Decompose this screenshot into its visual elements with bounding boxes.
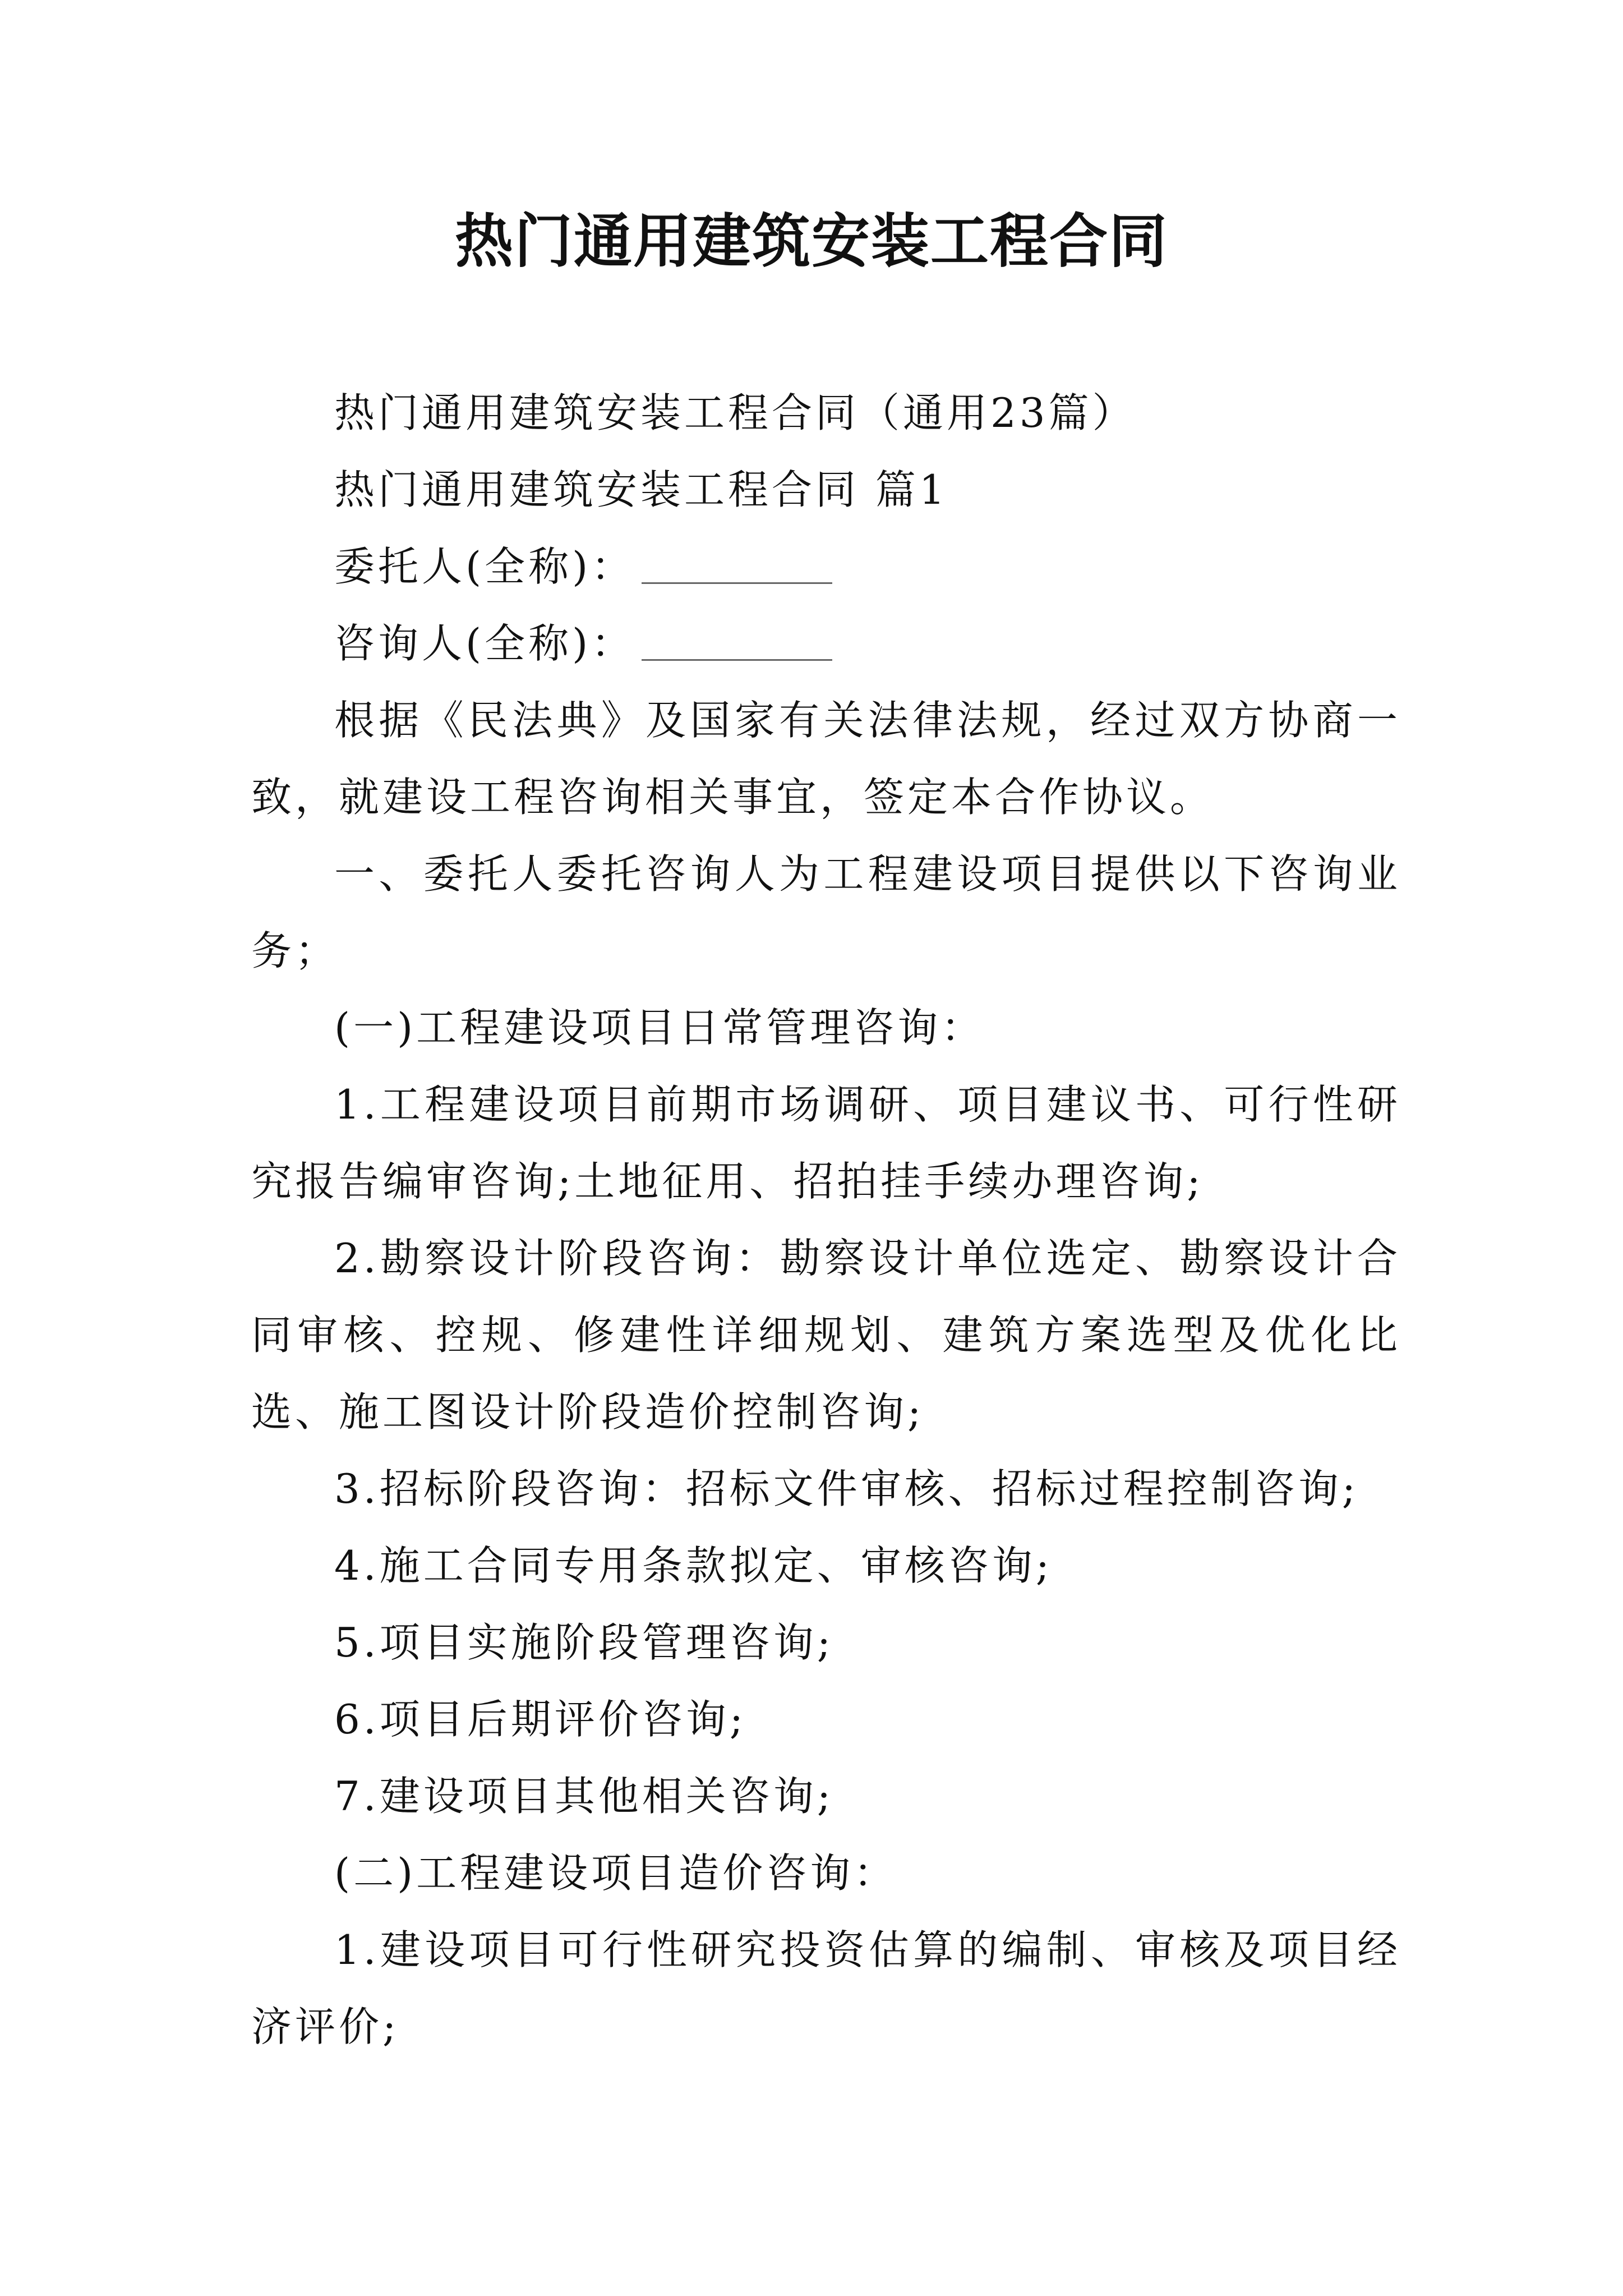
client-label: 委托人(全称)： — [334, 543, 635, 590]
consultant-blank-line — [642, 620, 832, 661]
paragraph-item-2: 2.勘察设计阶段咨询：勘察设计单位选定、勘察设计合同审核、控规、修建性详细规划、建筑方案选型及优化比选、施工图设计阶段造价控制咨询; — [251, 1235, 1401, 1435]
paragraph-item-6: 6.项目后期评价咨询; — [334, 1696, 746, 1743]
document-body — [251, 375, 1401, 2065]
paragraph-item-1: 1.工程建设项目前期市场调研、项目建议书、可行性研究报告编审咨询;土地征用、招拍挂手续办理咨询; — [251, 1081, 1401, 1205]
paragraph-item-3: 3.招标阶段咨询：招标文件审核、招标过程控制咨询; — [334, 1465, 1359, 1512]
paragraph-preamble: 根据《民法典》及国家有关法律法规，经过双方协商一致，就建设工程咨询相关事宜，签定本合作协议。 — [251, 697, 1401, 821]
paragraph-cost-item-1: 1.建设项目可行性研究投资估算的编制、审核及项目经济评价; — [251, 1926, 1401, 2050]
paragraph-subtitle: 热门通用建筑安装工程合同（通用23篇） — [334, 389, 1136, 436]
paragraph-section-heading: 热门通用建筑安装工程合同 篇1 — [334, 466, 948, 513]
client-field — [251, 528, 1401, 605]
paragraph-item-4: 4.施工合同专用条款拟定、审核咨询; — [334, 1542, 1053, 1589]
paragraph-item-5: 5.项目实施阶段管理咨询; — [334, 1619, 834, 1666]
paragraph-section-two: (二)工程建设项目造价咨询： — [334, 1849, 898, 1897]
consultant-field — [251, 605, 1401, 682]
paragraph-item-7: 7.建设项目其他相关咨询; — [334, 1773, 834, 1820]
paragraph-clause-1: 一、委托人委托咨询人为工程建设项目提供以下咨询业务； — [251, 850, 1401, 974]
document-title: 热门通用建筑安装工程合同 — [454, 206, 1168, 275]
client-blank-line — [642, 543, 832, 584]
consultant-label: 咨询人(全称)： — [334, 620, 635, 667]
paragraph-section-one: (一)工程建设项目日常管理咨询： — [334, 1004, 985, 1051]
